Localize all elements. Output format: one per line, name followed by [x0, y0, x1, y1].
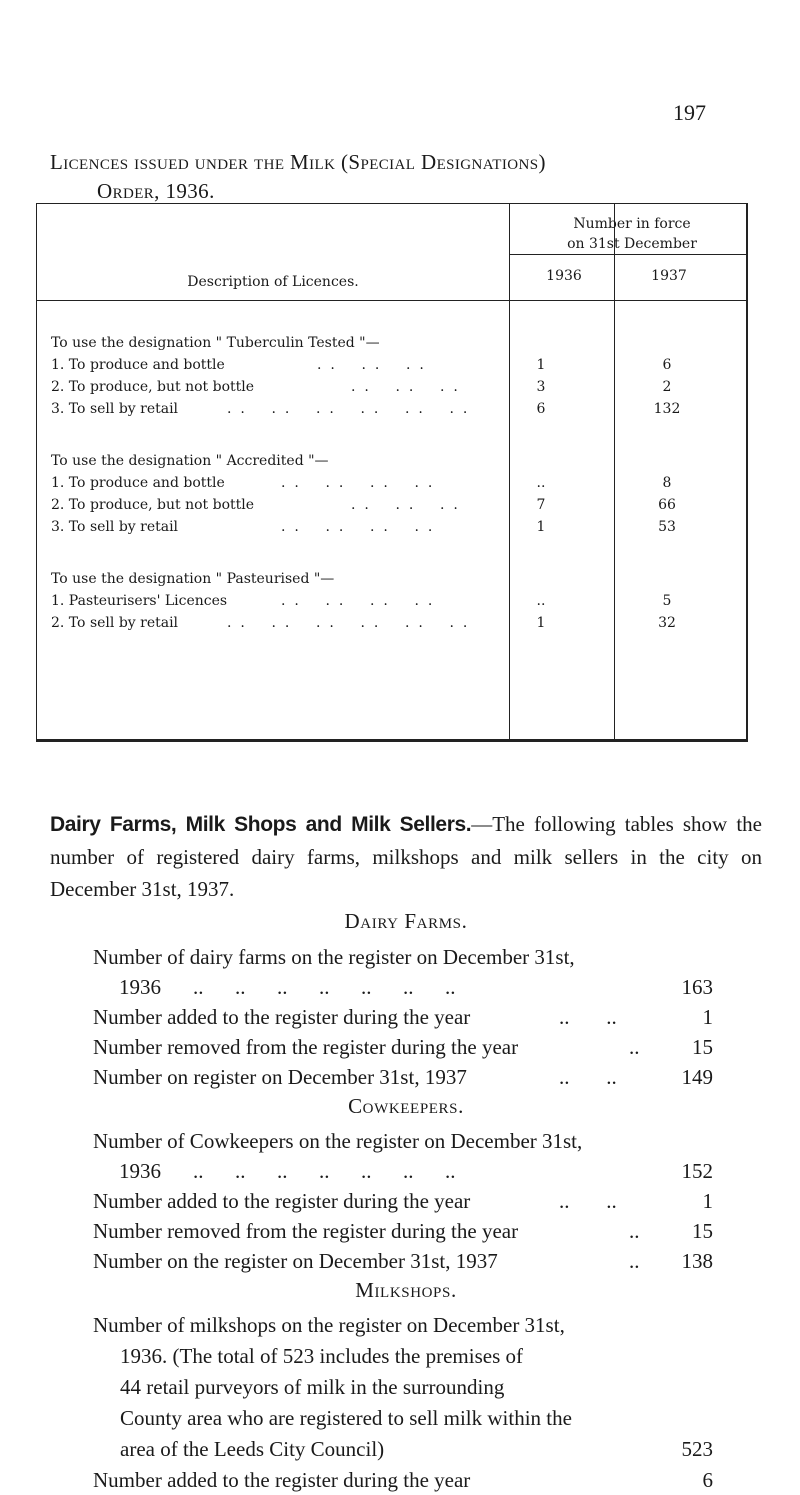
table-row: 1. Pasteurisers' Licences . . . . . . . . .. 5 [51, 593, 672, 609]
col-header-1936: 1936 [546, 268, 582, 284]
section-heading: To use the designation " Accredited "— [51, 453, 329, 469]
title-line-2: Order, 1936. [97, 179, 215, 203]
stat-line: 1936 .. .. .. .. .. .. .. 152 [119, 1159, 713, 1183]
milkshops-paragraph: Number of milkshops on the register on December 31st, 1936. (The total of 523 includes the premises of 44 retail purveyors of milk in the surrounding County area who are registered to sell milk within the area of the Leeds City Council) [93, 1313, 572, 1461]
table-row: 3. To sell by retail . . . . . . . . . . . . 6 132 [51, 401, 681, 417]
col-header-group-line1: Number in force [573, 216, 691, 232]
licence-table [36, 203, 748, 742]
table-row: 1. To produce and bottle . . . . . . 1 6 [51, 357, 672, 373]
stat-line: Number added to the register during the year .. .. 1 [93, 1189, 713, 1213]
col-header-description: Description of Licences. [187, 274, 359, 290]
table-row: 2. To sell by retail . . . . . . . . . . . . 1 32 [51, 615, 676, 631]
section-heading: To use the designation " Tuberculin Tested "— [51, 335, 380, 351]
milkshops-heading: Milkshops. [355, 1278, 457, 1302]
stat-line: Number removed from the register during the year .. 15 [93, 1219, 713, 1243]
table-divider [509, 254, 746, 255]
table-row: 2. To produce, but not bottle . . . . . . 3 2 [51, 379, 672, 395]
intro-text: —The following tables show the number of registered dairy farms, milkshops and milk sellers in the city on December 31st, 1937. [50, 812, 762, 901]
stat-line: Number of dairy farms on the register on December 31st, [93, 945, 575, 969]
intro-paragraph [50, 808, 762, 905]
page-title [50, 148, 750, 206]
stat-line: Number on the register on December 31st, 1937 .. 138 [93, 1249, 713, 1273]
stat-line: Number on register on December 31st, 1937 .. .. 149 [93, 1065, 713, 1089]
stat-line: Number added to the register during the year .. .. 1 [93, 1005, 713, 1029]
table-row: 2. To produce, but not bottle . . . . . . 7 66 [51, 497, 676, 513]
table-row: 3. To sell by retail . . . . . . . . 1 53 [51, 519, 676, 535]
stat-line: Number added to the register during the year 6 [93, 1468, 713, 1492]
intro-lead: Dairy Farms, Milk Shops and Milk Sellers. [50, 813, 472, 836]
col-header-group-line2: on 31st December [567, 236, 697, 252]
section-heading: To use the designation " Pasteurised "— [51, 571, 335, 587]
stat-line: Number removed from the register during the year .. 15 [93, 1035, 713, 1059]
table-divider [37, 300, 746, 301]
stat-line: 1936 .. .. .. .. .. .. .. 163 [119, 975, 713, 999]
col-header-1937: 1937 [651, 268, 687, 284]
cowkeepers-heading: Cowkeepers. [348, 1094, 464, 1118]
stat-line: 523 [681, 1437, 713, 1461]
page-number: 197 [673, 100, 706, 125]
dairy-farms-heading: Dairy Farms. [344, 909, 468, 933]
table-row: 1. To produce and bottle . . . . . . . . .. 8 [51, 475, 672, 491]
title-line-1: Licences issued under the Milk (Special Designations) [50, 150, 546, 174]
stat-line: Number of Cowkeepers on the register on December 31st, [93, 1129, 583, 1153]
